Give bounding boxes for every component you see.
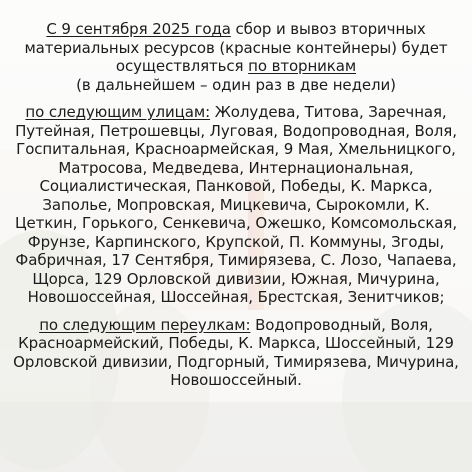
lanes-paragraph: [10, 316, 462, 390]
streets-list: Жолудева, Титова, Заречная, Путейная, Петрошевцы, Луговая, Водопроводная, Воля, Госпитальная, Красноармейская, 9 Мая, Хмельницкого, Матросова, Медведева, Интернациональная, Социалистическая, Панковой, Победы, К. Маркса, Заполье, Мопровская, Мицкевича, Сырокомли, К. Цеткин, Горького, Сенкевича, Ожешко, Комсомольская, Фрунзе, Карпинского, Крупской, П. Коммуны, Згоды, Фабричная, 17 Сентября, Тимирязева, С. Лозо, Чапаева, Щорса, 129 Орловской дивизии, Южная, Мичурина, Новошоссейная, Шоссейная, Брестская, Зенитчиков;: [15, 103, 457, 306]
schedule-day: по вторникам: [248, 57, 357, 75]
intro-paragraph: [10, 20, 462, 94]
lanes-heading: по следующим переулкам:: [39, 315, 251, 334]
intro-text: сбор и вывоз вторичных материальных ресурсов (красные контейнеры) будет осуществляться: [24, 20, 448, 75]
announcement-text: [10, 20, 462, 390]
streets-paragraph: [10, 103, 462, 307]
start-date: С 9 сентября 2025 года: [46, 20, 231, 38]
frequency-note: (в дальнейшем – один раз в две недели): [76, 75, 396, 94]
lanes-list: Водопроводный, Воля, Красноармейский, Победы, К. Маркса, Шоссейный, 129 Орловской дивизии, Подгорный, Тимирязева, Мичурина, Новошоссейный.: [13, 315, 459, 389]
streets-heading: по следующим улицам:: [25, 103, 211, 121]
